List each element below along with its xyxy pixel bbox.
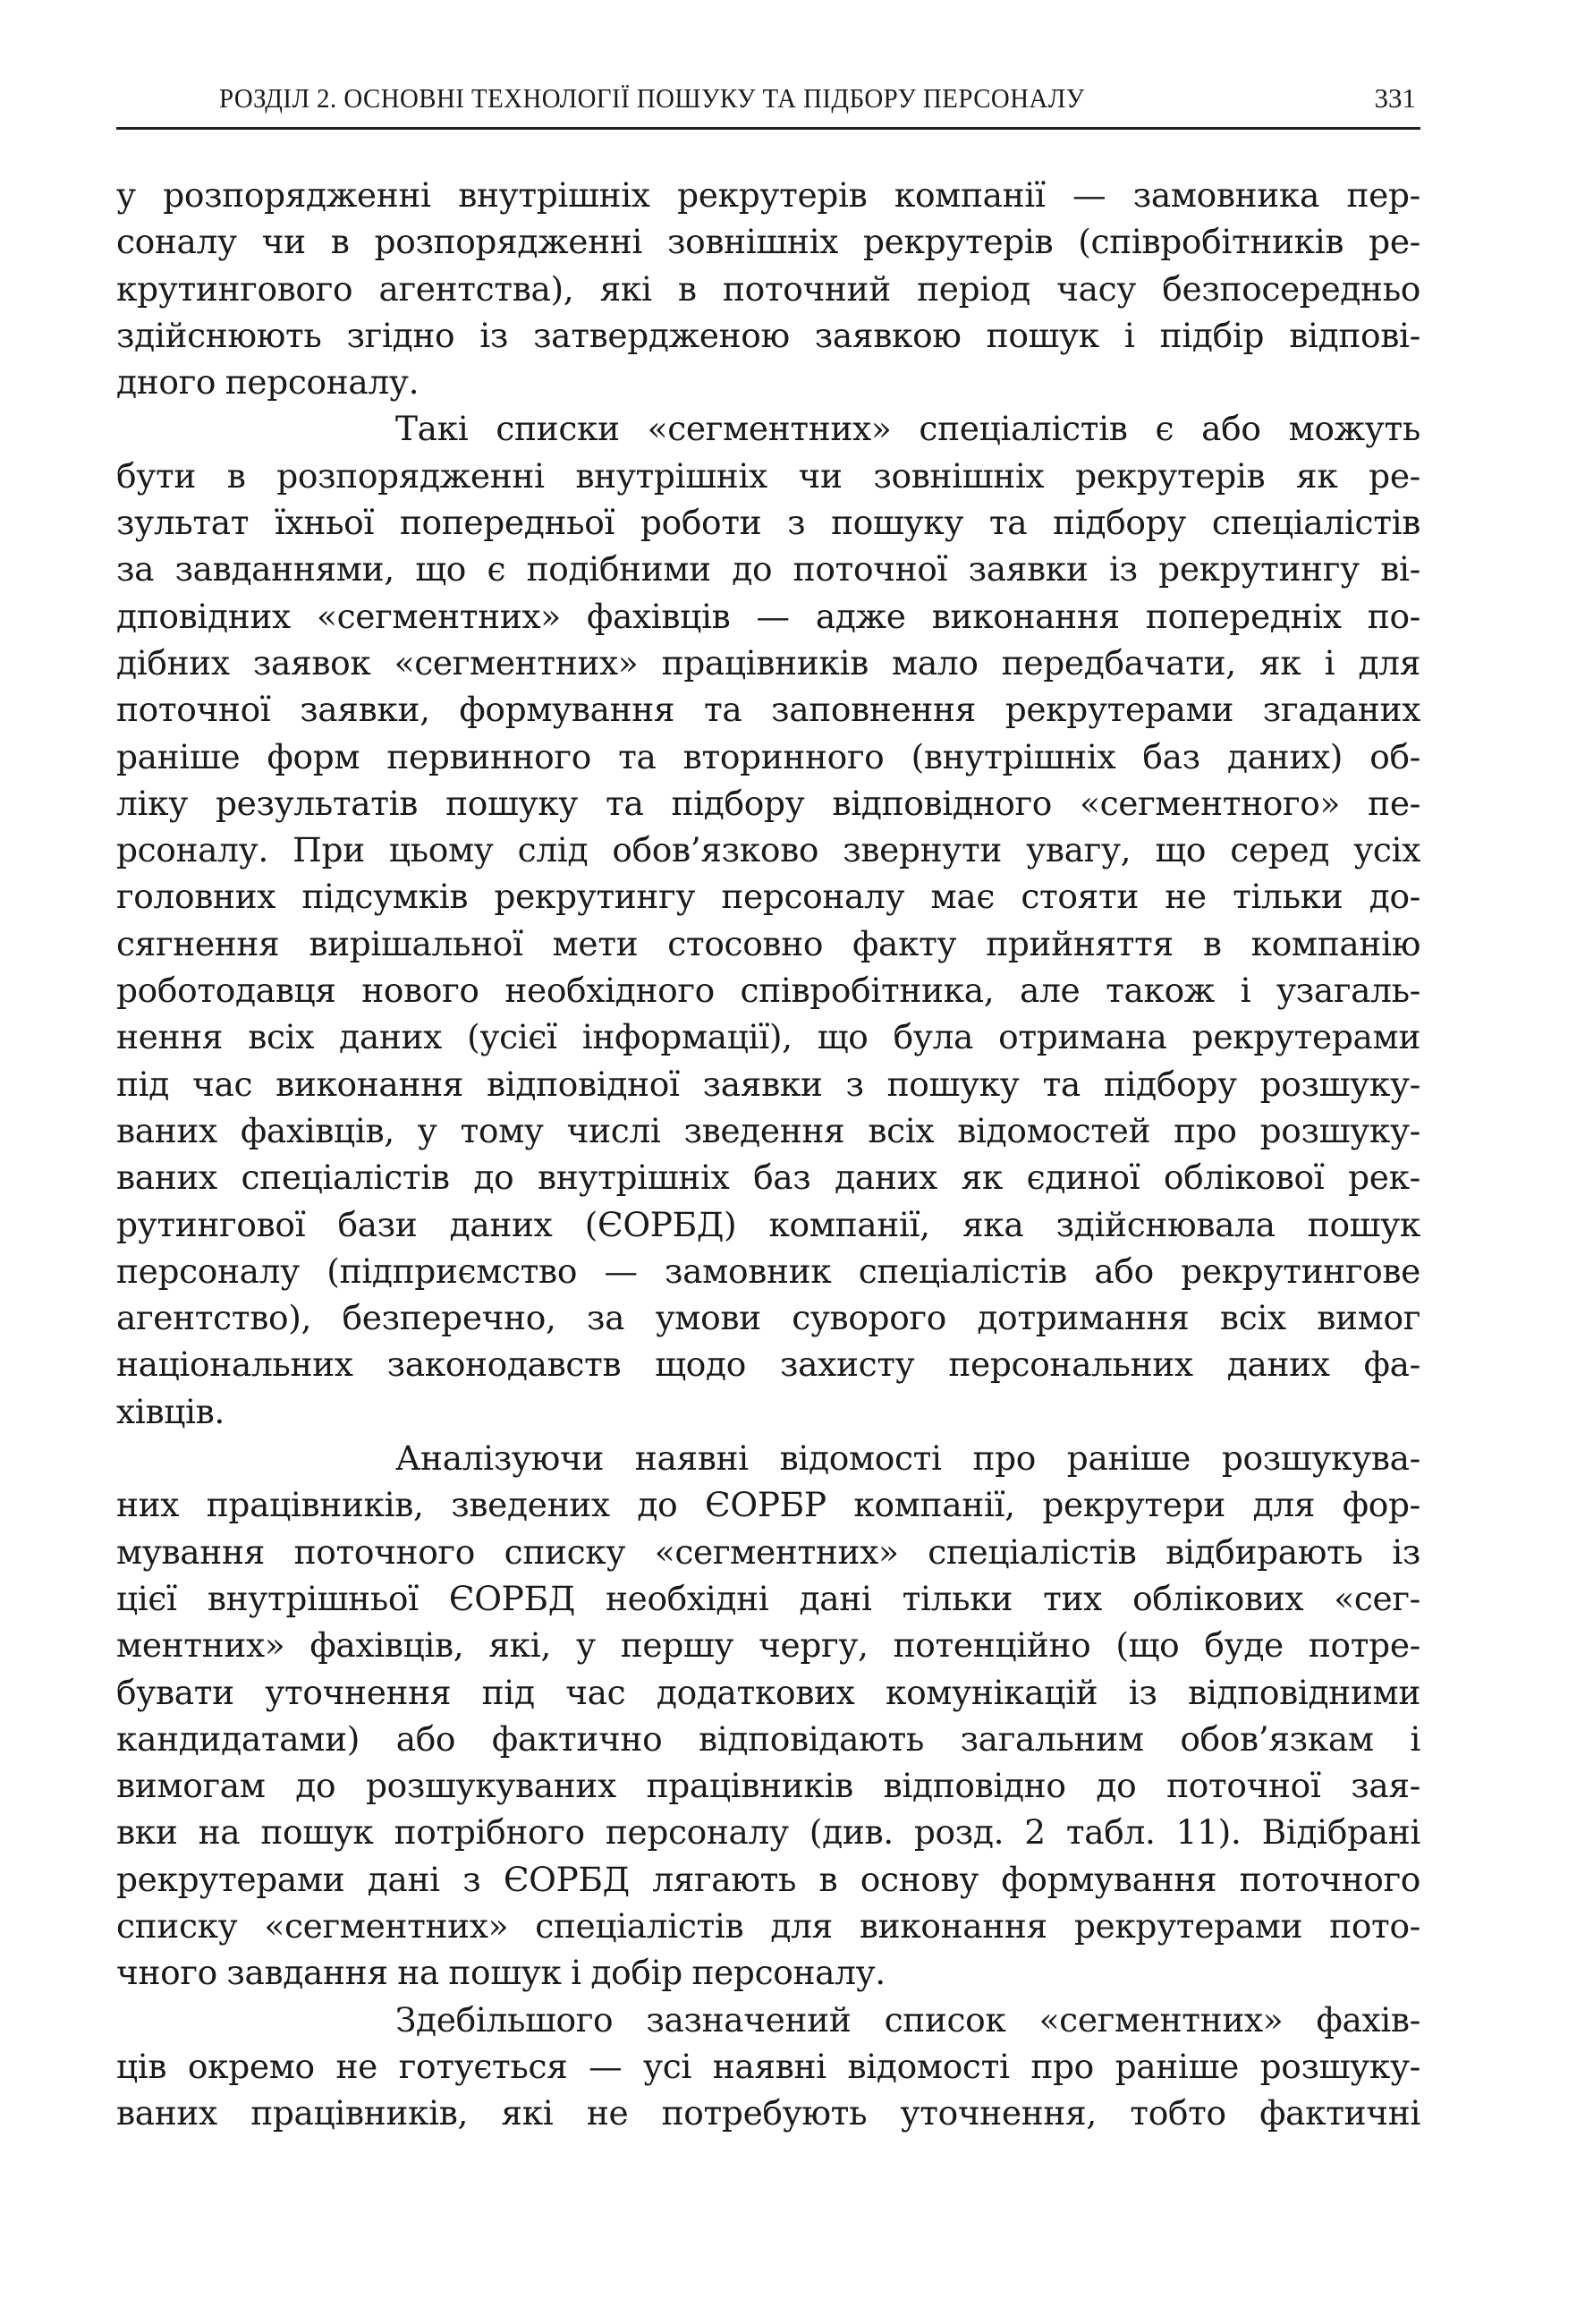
text-line: них працівників, зведених до ЄОРБР компанії, рекрутери для фор- (116, 1485, 1420, 1525)
text-line: ваних спеціалістів до внутрішніх баз даних як єдиної облікової рек- (116, 1158, 1420, 1198)
text-line: мування поточного списку «сегментних» спеціалістів відбирають із (116, 1531, 1420, 1572)
text-line: ліку результатів пошуку та підбору відповідного «сегментного» пе- (116, 783, 1420, 823)
paragraph-first-line: Такі списки «сегментних» спеціалістів є або можуть (395, 409, 1420, 449)
page-number: 331 (1374, 82, 1416, 114)
text-line: поточної заявки, формування та заповнення рекрутерами згаданих (116, 690, 1420, 730)
text-line: кандидатами) або фактично відповідають загальним обов’язкам і (116, 1718, 1420, 1759)
text-line: ментних» фахівців, які, у першу чергу, потенційно (що буде потре- (116, 1625, 1420, 1666)
text-line: хівців. (116, 1391, 225, 1431)
text-line: раніше форм первинного та вторинного (внутрішніх баз даних) об- (116, 736, 1420, 776)
text-line: нення всіх даних (усієї інформації), що була отримана рекрутерами (116, 1017, 1420, 1057)
text-line: ців окремо не готується — усі наявні відомості про раніше розшуку- (116, 2046, 1420, 2086)
text-line: роботодавця нового необхідного співробітника, але також і узагаль- (116, 971, 1420, 1011)
text-line: чного завдання на пошук і добір персоналу. (116, 1953, 886, 1993)
text-line: сягнення вирішальної мети стосовно факту прийняття в компанію (116, 923, 1420, 963)
text-line: списку «сегментних» спеціалістів для виконання рекрутерами пото- (116, 1905, 1420, 1946)
text-line: під час виконання відповідної заявки з пошуку та підбору розшуку- (116, 1064, 1420, 1104)
text-line: здійснюють згідно із затвердженою заявкою пошук і підбір відпові- (116, 315, 1420, 355)
text-line: крутингового агентства), які в поточний період часу безпосередньо (116, 268, 1420, 309)
text-line: дного персоналу. (116, 362, 420, 403)
paragraph-first-line: Аналізуючи наявні відомості про раніше розшукува- (395, 1438, 1420, 1479)
text-line: рекрутерами дані з ЄОРБД лягають в основу формування поточного (116, 1859, 1420, 1899)
text-line: ваних працівників, які не потребують уточнення, тобто фактичні (116, 2093, 1420, 2133)
text-line: вки на пошук потрібного персоналу (див. розд. 2 табл. 11). Відібрані (116, 1812, 1420, 1853)
text-line: за завданнями, що є подібними до поточної заявки із рекрутингу ві- (116, 549, 1420, 589)
text-line: головних підсумків рекрутингу персоналу має стояти не тільки до- (116, 877, 1420, 917)
text-line: соналу чи в розпорядженні зовнішніх рекрутерів (співробітників ре- (116, 222, 1420, 262)
text-line: цієї внутрішньої ЄОРБД необхідні дані тільки тих облікових «сег- (116, 1578, 1420, 1618)
text-line: рсоналу. При цьому слід обов’язково звернути увагу, що серед усіх (116, 830, 1420, 870)
book-page (116, 0, 1420, 2324)
body-text (116, 172, 1420, 2136)
text-line: національних законодавств щодо захисту персональних даних фа- (116, 1344, 1420, 1385)
text-line: зультат їхньої попередньої роботи з пошуку та підбору спеціалістів (116, 503, 1420, 543)
paragraph-first-line: Здебільшого зазначений список «сегментних» фахів- (395, 1999, 1420, 2040)
text-line: персоналу (підприємство — замовник спеціалістів або рекрутингове (116, 1251, 1420, 1291)
text-line: вимогам до розшукуваних працівників відповідно до поточної зая- (116, 1766, 1420, 1806)
text-line: дповідних «сегментних» фахівців — адже виконання попередніх по- (116, 596, 1420, 636)
chapter-title: РОЗДІЛ 2. ОСНОВНІ ТЕХНОЛОГІЇ ПОШУКУ ТА ПІДБОРУ ПЕРСОНАЛУ (219, 82, 1085, 114)
text-line: бути в розпорядженні внутрішніх чи зовнішніх рекрутерів як ре- (116, 455, 1420, 496)
running-header (116, 82, 1420, 130)
text-line: бувати уточнення під час додаткових комунікацій із відповідними (116, 1672, 1420, 1712)
text-line: ваних фахівців, у тому числі зведення всіх відомостей про розшуку- (116, 1110, 1420, 1150)
text-line: рутингової бази даних (ЄОРБД) компанії, яка здійснювала пошук (116, 1204, 1420, 1244)
text-line: агентство), безперечно, за умови суворого дотримання всіх вимог (116, 1298, 1420, 1338)
text-line: дібних заявок «сегментних» працівників мало передбачати, як і для (116, 642, 1420, 683)
text-line: у розпорядженні внутрішніх рекрутерів компанії — замовника пер- (116, 175, 1420, 215)
